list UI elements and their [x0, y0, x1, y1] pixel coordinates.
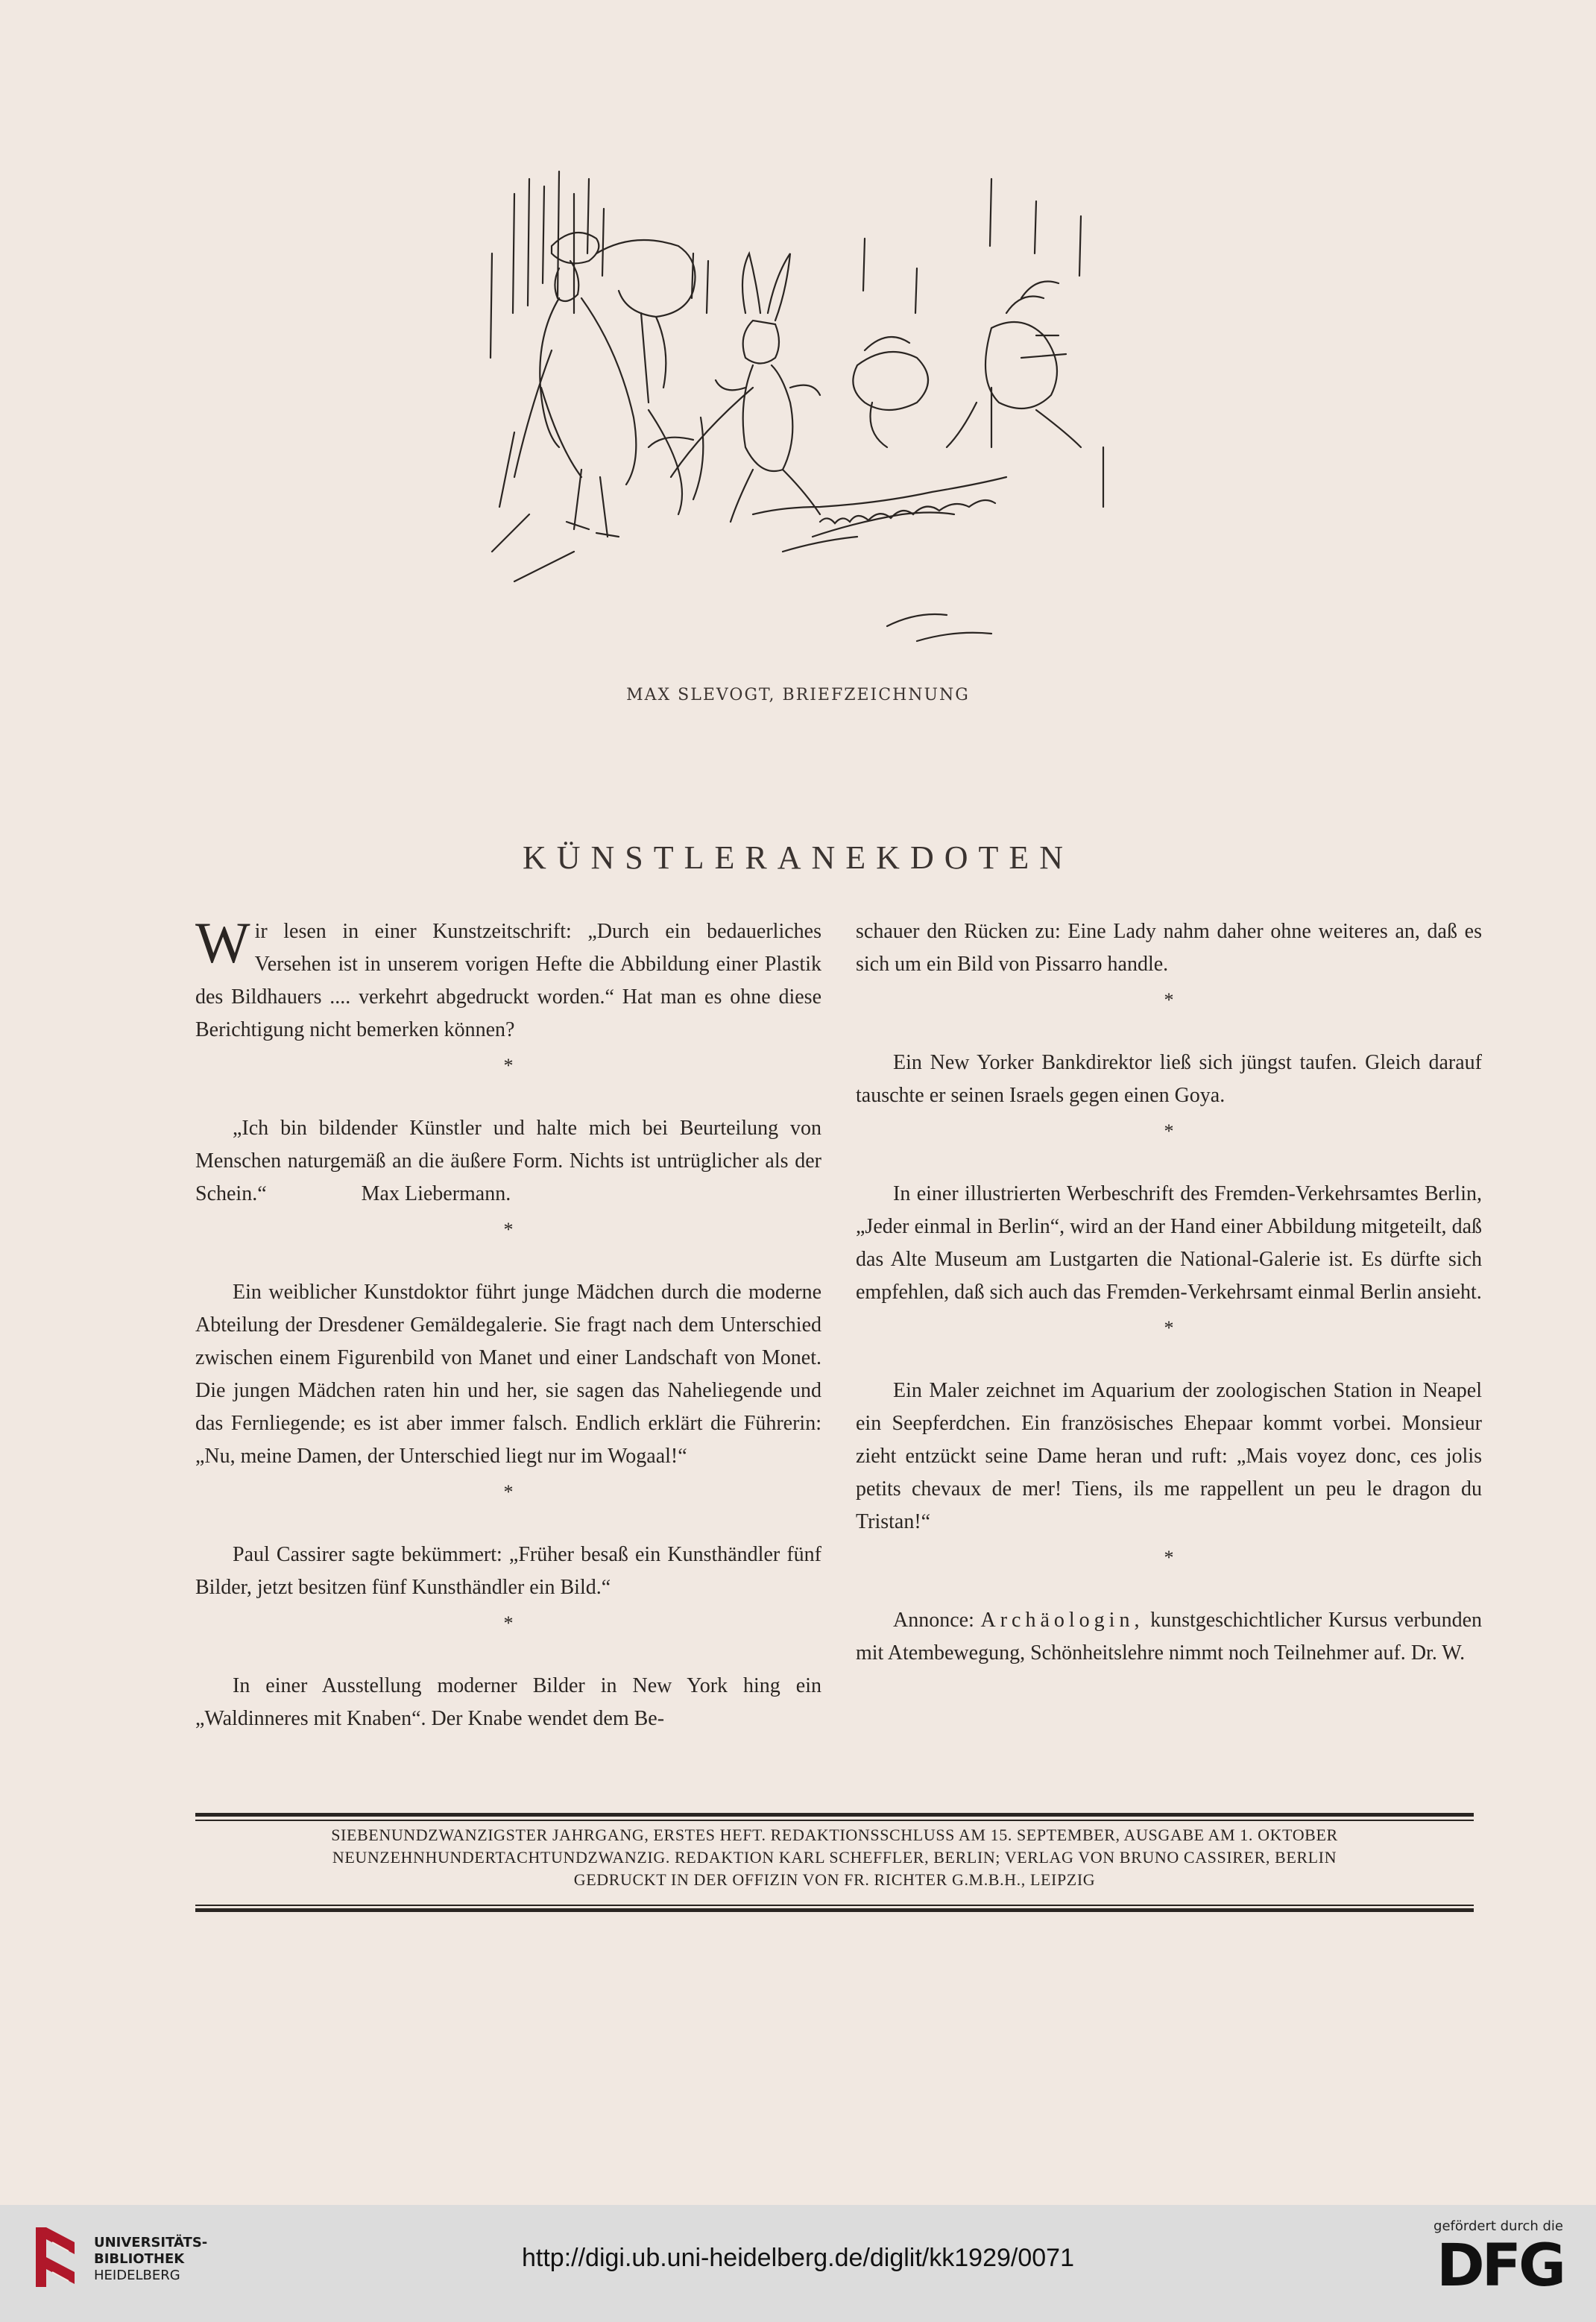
anecdote-2: „Ich bin bildender Künstler und halte mich bei Beurteilung von Menschen naturgemäß an die äußere Form. Nichts ist untrüglicher als der Schein.“ Max Liebermann.: [195, 1117, 821, 1205]
separator-asterisk: *: [503, 1612, 514, 1634]
anecdote-6: Ein New Yorker Bankdirektor ließ sich jüngst taufen. Gleich darauf tauschte er seinen Israels gegen einen Goya.: [856, 1051, 1482, 1107]
permalink-url[interactable]: http://digi.ub.uni-heidelberg.de/diglit/kk1929/0071: [522, 2244, 1074, 2272]
drop-cap: W: [195, 910, 250, 975]
dfg-logo: DFG: [1436, 2233, 1563, 2300]
left-column: [195, 910, 821, 1735]
library-name-line: HEIDELBERG: [94, 2268, 180, 2283]
anecdote-9: Annonce: Archäologin, kunstgeschichtlicher Kursus verbunden mit Atembewegung, Schönheitslehre nimmt noch Teilnehmer auf. Dr. W.: [856, 1609, 1482, 1665]
anecdote-5: In einer Ausstellung moderner Bilder in New York hing ein „Waldinneres mit Knaben“. Der Knabe wendet dem Be-: [195, 1674, 821, 1730]
library-name-line: BIBLIOTHEK: [94, 2251, 185, 2267]
anecdote-signature: Max Liebermann.: [361, 1182, 511, 1205]
right-column: [856, 915, 1482, 1670]
anecdote-1: Wir lesen in einer Kunstzeitschrift: „Durch ein bedauerliches Versehen ist in unserem vorigen Hefte die Abbildung einer Plastik des Bildhauers .... verkehrt abgedruckt worden.“ Hat man es ohne diese Berichtigung nicht bemerken können?: [195, 910, 821, 1041]
anecdote-4: Paul Cassirer sagte bekümmert: „Früher besaß ein Kunsthändler fünf Bilder, jetzt besitzen fünf Kunsthändler ein Bild.“: [195, 1543, 821, 1599]
article-title: KÜNSTLERANEKDOTEN: [522, 839, 1074, 876]
funder-logo[interactable]: [1429, 2218, 1563, 2298]
separator-asterisk: *: [503, 1219, 514, 1240]
digitization-footer: [0, 2205, 1596, 2322]
anecdote-3: Ein weiblicher Kunstdoktor führt junge Mädchen durch die moderne Abteilung der Dresdener Gemäldegalerie. Sie fragt nach dem Unterschied zwischen einem Figurenbild von Manet und einer Landschaft von Monet. Die jungen Mädchen raten hin und her, sie sagen das Naheliegende und das Fernliegende; es ist aber immer falsch. Endlich erklärt die Führerin: „Nu, meine Damen, der Unterschied liegt nur im Wogaal!“: [195, 1281, 821, 1468]
imprint-line: NEUNZEHNHUNDERTACHTUNDZWANZIG. REDAKTION KARL SCHEFFLER, BERLIN; VERLAG VON BRUNO CASSIRER, BERLIN: [332, 1848, 1337, 1867]
anecdote-5-continued: schauer den Rücken zu: Eine Lady nahm daher ohne weiteres an, daß es sich um ein Bild von Pissarro handle.: [856, 920, 1482, 976]
separator-asterisk: *: [1164, 1317, 1174, 1339]
imprint-line: SIEBENUNDZWANZIGSTER JAHRGANG, ERSTES HEFT. REDAKTIONSSCHLUSS AM 15. SEPTEMBER, AUSGABE AM 1. OKTOBER: [331, 1826, 1338, 1844]
separator-asterisk: *: [1164, 1547, 1174, 1568]
separator-asterisk: *: [503, 1055, 514, 1076]
library-name-line: UNIVERSITÄTS-: [94, 2235, 208, 2250]
imprint: [195, 1824, 1474, 1891]
anecdote-8: Ein Maler zeichnet im Aquarium der zoologischen Station in Neapel ein Seepferdchen. Ein französisches Ehepaar kommt vorbei. Monsieur zieht entzückt seine Dame heran und ruft: „Mais voyez donc, ces jolis petits chevaux de mer! Tiens, ils me rappellent un peu le dragon du Tristan!“: [856, 1379, 1482, 1533]
anecdote-signature: Dr. W.: [1410, 1641, 1466, 1665]
separator-asterisk: *: [503, 1481, 514, 1503]
anecdote-7: In einer illustrierten Werbeschrift des Fremden-Verkehrsamtes Berlin, „Jeder einmal in Berlin“, wird an der Hand einer Abbildung mitgeteilt, daß das Alte Museum am Lustgarten die National-Galerie ist. Es dürfte sich empfehlen, daß sich auch das Fremden-Verkehrsamt einmal Berlin ansieht.: [856, 1182, 1482, 1304]
illustration-caption: MAX SLEVOGT, BRIEFZEICHNUNG: [626, 686, 970, 704]
funder-text: gefördert durch die: [1433, 2218, 1563, 2234]
imprint-line: GEDRUCKT IN DER OFFIZIN VON FR. RICHTER G.M.B.H., LEIPZIG: [573, 1870, 1096, 1889]
separator-asterisk: *: [1164, 1120, 1174, 1142]
separator-asterisk: *: [1164, 989, 1174, 1011]
pen-sketch-illustration: [470, 164, 1126, 671]
